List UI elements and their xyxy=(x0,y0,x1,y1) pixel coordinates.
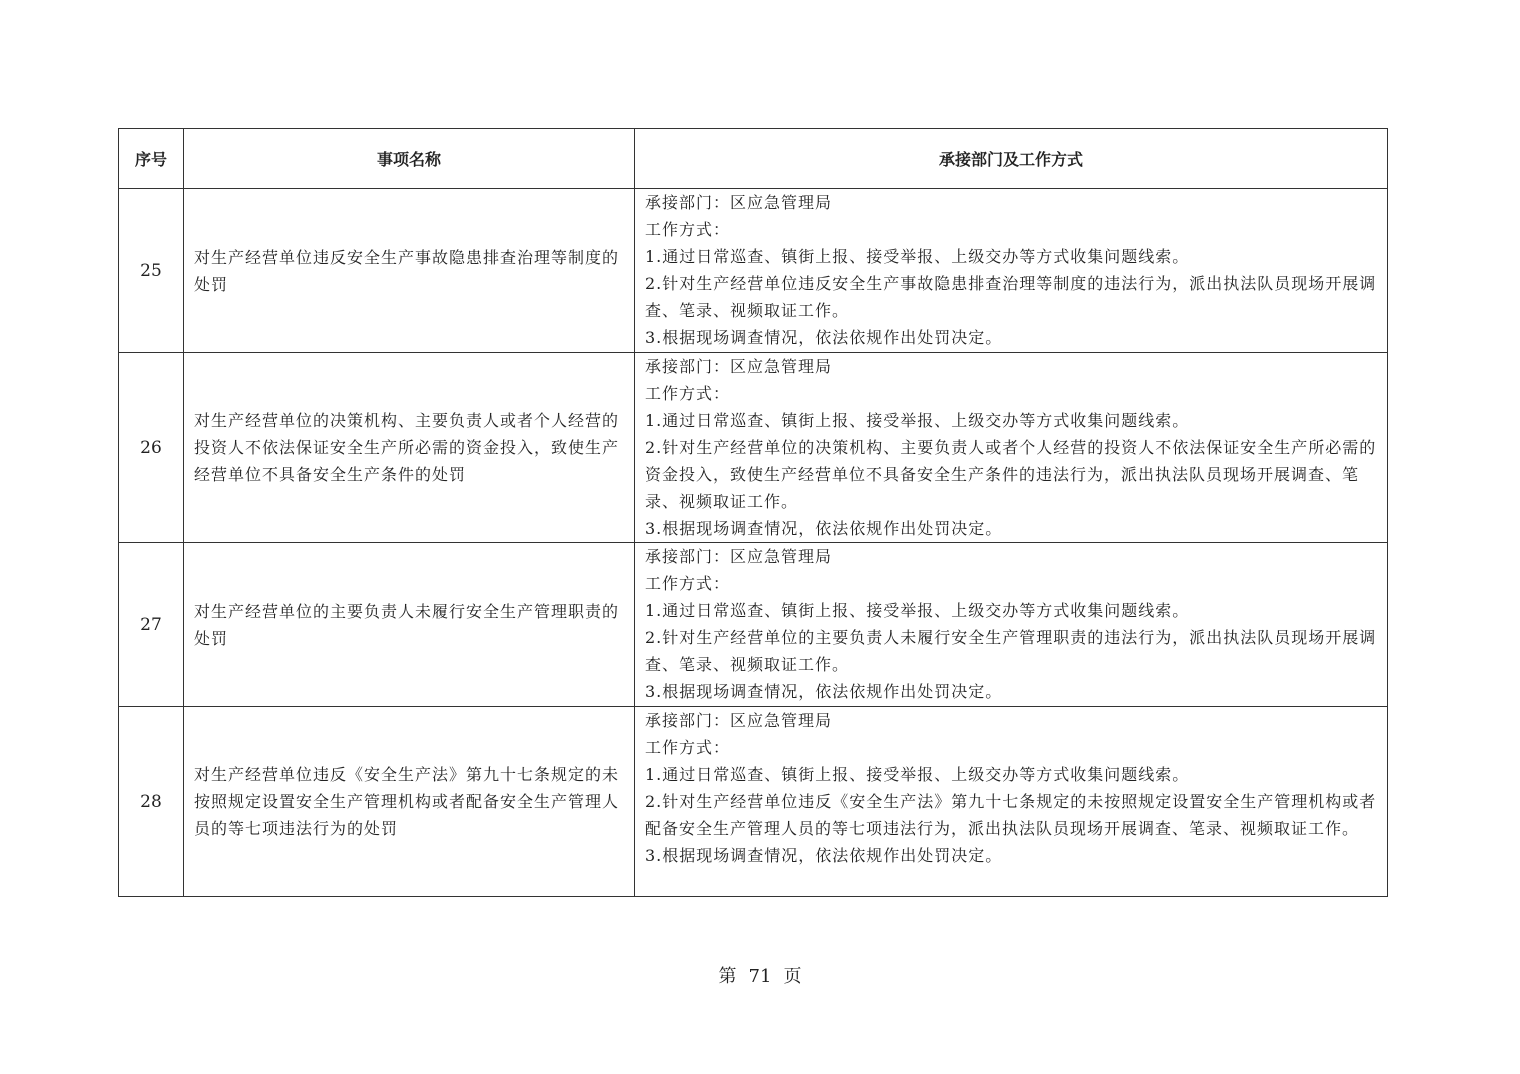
row-serial-number: 27 xyxy=(119,543,184,707)
row-work-method xyxy=(635,707,1388,897)
work-line: 3.根据现场调查情况，依法依规作出处罚决定。 xyxy=(645,328,1003,347)
row-serial-number: 26 xyxy=(119,353,184,543)
table-row xyxy=(119,707,1388,897)
header-item-name: 事项名称 xyxy=(184,129,635,189)
work-line: 3.根据现场调查情况，依法依规作出处罚决定。 xyxy=(645,846,1003,865)
work-line: 承接部门：区应急管理局 xyxy=(645,193,833,212)
work-line: 2.针对生产经营单位违反安全生产事故隐患排查治理等制度的违法行为，派出执法队员现场开展调查、笔录、视频取证工作。 xyxy=(645,274,1377,320)
page-number-value: 71 xyxy=(748,966,772,987)
row-work-method xyxy=(635,189,1388,353)
work-line: 2.针对生产经营单位的决策机构、主要负责人或者个人经营的投资人不依法保证安全生产所必需的资金投入，致使生产经营单位不具备安全生产条件的违法行为，派出执法队员现场开展调查、笔录、视频取证工作。 xyxy=(645,438,1377,511)
row-item-name: 对生产经营单位的决策机构、主要负责人或者个人经营的投资人不依法保证安全生产所必需的资金投入，致使生产经营单位不具备安全生产条件的处罚 xyxy=(184,353,635,543)
table-header-row xyxy=(119,129,1388,189)
work-line: 2.针对生产经营单位违反《安全生产法》第九十七条规定的未按照规定设置安全生产管理机构或者配备安全生产管理人员的等七项违法行为，派出执法队员现场开展调查、笔录、视频取证工作。 xyxy=(645,792,1377,838)
work-line: 承接部门：区应急管理局 xyxy=(645,711,833,730)
page-prefix: 第 xyxy=(718,966,737,987)
row-work-method xyxy=(635,353,1388,543)
work-line: 承接部门：区应急管理局 xyxy=(645,547,833,566)
row-item-name: 对生产经营单位违反《安全生产法》第九十七条规定的未按照规定设置安全生产管理机构或者配备安全生产管理人员的等七项违法行为的处罚 xyxy=(184,707,635,897)
header-serial-number: 序号 xyxy=(119,129,184,189)
page-suffix: 页 xyxy=(783,966,802,987)
table-row xyxy=(119,189,1388,353)
row-serial-number: 28 xyxy=(119,707,184,897)
work-line: 工作方式： xyxy=(645,738,731,757)
work-line: 2.针对生产经营单位的主要负责人未履行安全生产管理职责的违法行为，派出执法队员现场开展调查、笔录、视频取证工作。 xyxy=(645,628,1377,674)
table-row xyxy=(119,353,1388,543)
work-line: 1.通过日常巡查、镇街上报、接受举报、上级交办等方式收集问题线索。 xyxy=(645,765,1190,784)
work-line: 1.通过日常巡查、镇街上报、接受举报、上级交办等方式收集问题线索。 xyxy=(645,411,1190,430)
row-item-name: 对生产经营单位违反安全生产事故隐患排查治理等制度的处罚 xyxy=(184,189,635,353)
header-department-and-method: 承接部门及工作方式 xyxy=(635,129,1388,189)
row-serial-number: 25 xyxy=(119,189,184,353)
work-line: 1.通过日常巡查、镇街上报、接受举报、上级交办等方式收集问题线索。 xyxy=(645,601,1190,620)
items-table xyxy=(118,128,1388,897)
page-number xyxy=(0,962,1520,988)
work-line: 3.根据现场调查情况，依法依规作出处罚决定。 xyxy=(645,519,1003,538)
work-line: 工作方式： xyxy=(645,574,731,593)
row-item-name: 对生产经营单位的主要负责人未履行安全生产管理职责的处罚 xyxy=(184,543,635,707)
work-line: 工作方式： xyxy=(645,220,731,239)
work-line: 工作方式： xyxy=(645,384,731,403)
work-line: 1.通过日常巡查、镇街上报、接受举报、上级交办等方式收集问题线索。 xyxy=(645,247,1190,266)
row-work-method xyxy=(635,543,1388,707)
work-line: 3.根据现场调查情况，依法依规作出处罚决定。 xyxy=(645,682,1003,701)
work-line: 承接部门：区应急管理局 xyxy=(645,357,833,376)
table-row xyxy=(119,543,1388,707)
